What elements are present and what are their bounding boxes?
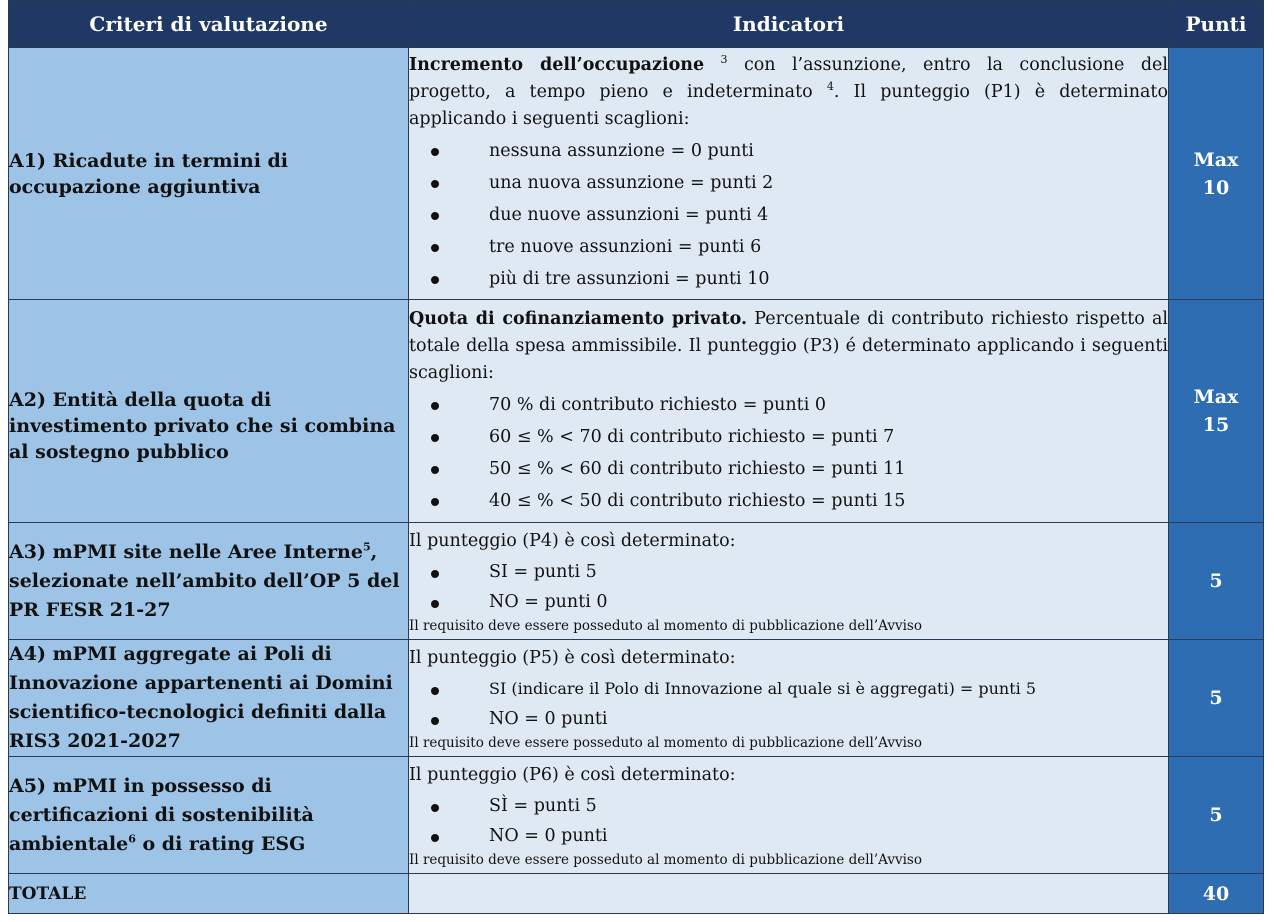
criterion-text: , selezionate nell’ambito dell’OP 5 del PR FESR 21-27 bbox=[9, 540, 400, 621]
table-row bbox=[9, 757, 1264, 874]
indicator-text: Percentuale di contributo richiesto rispetto al totale della spesa ammissibile. Il punteggio (P3) é determinato applicando i seguenti scaglioni: bbox=[409, 308, 1168, 383]
criterion-cell: A2) Entità della quota di investimento privato che si combina al sostegno pubblico bbox=[9, 300, 409, 523]
points-value: Max 10 bbox=[1193, 148, 1239, 199]
indicator-cell bbox=[409, 640, 1169, 757]
indicator-cell bbox=[409, 300, 1169, 523]
scale-list bbox=[409, 674, 1168, 734]
scale-list bbox=[409, 557, 1168, 617]
indicator-lead: Il punteggio (P4) è così determinato: bbox=[409, 530, 736, 551]
list-item: SÌ = punti 5 bbox=[409, 791, 1168, 821]
table-row bbox=[9, 300, 1264, 523]
indicator-text: con l’assunzione, entro la conclusione del progetto, a tempo pieno e indeterminato bbox=[409, 55, 1168, 102]
indicator-cell bbox=[409, 48, 1169, 300]
points-cell: 5 bbox=[1169, 523, 1264, 640]
requirement-note: Il requisito deve essere posseduto al momento di pubblicazione dell’Avviso bbox=[409, 734, 922, 751]
list-item: SI = punti 5 bbox=[409, 557, 1168, 587]
criterion-text: A5) mPMI in possesso di certificazioni di sostenibilità ambientale bbox=[9, 774, 314, 855]
points-value: Max 15 bbox=[1193, 386, 1239, 436]
list-item: una nuova assunzione = punti 2 bbox=[409, 167, 1168, 199]
footnote-ref: 5 bbox=[362, 540, 371, 554]
table-row bbox=[9, 523, 1264, 640]
table-row bbox=[9, 640, 1264, 757]
evaluation-criteria-table bbox=[8, 0, 1264, 914]
indicator-title: Incremento dell’occupazione bbox=[409, 55, 705, 75]
total-points: 40 bbox=[1169, 874, 1264, 914]
criterion-cell: A1) Ricadute in termini di occupazione aggiuntiva bbox=[9, 48, 409, 300]
list-item: nessuna assunzione = 0 punti bbox=[409, 135, 1168, 167]
points-cell bbox=[1169, 300, 1264, 523]
total-row bbox=[9, 874, 1264, 914]
criterion-text: A3) mPMI site nelle Aree Interne bbox=[9, 540, 363, 563]
list-item: 60 ≤ % < 70 di contributo richiesto = punti 7 bbox=[409, 421, 1168, 453]
requirement-note: Il requisito deve essere posseduto al momento di pubblicazione dell’Avviso bbox=[409, 851, 922, 868]
criterion-cell bbox=[9, 757, 409, 874]
indicator-lead bbox=[409, 306, 1168, 387]
list-item: NO = punti 0 bbox=[409, 587, 1168, 617]
scale-list bbox=[409, 389, 1168, 517]
scale-list bbox=[409, 791, 1168, 851]
list-item: 70 % di contributo richiesto = punti 0 bbox=[409, 389, 1168, 421]
header-points: Punti bbox=[1169, 1, 1264, 48]
scale-list bbox=[409, 135, 1168, 295]
indicator-cell bbox=[409, 523, 1169, 640]
criterion-text: o di rating ESG bbox=[135, 832, 306, 855]
header-indicators: Indicatori bbox=[409, 1, 1169, 48]
points-cell bbox=[1169, 48, 1264, 300]
total-label: TOTALE bbox=[9, 874, 409, 914]
requirement-note: Il requisito deve essere posseduto al momento di pubblicazione dell’Avviso bbox=[409, 617, 922, 634]
footnote-ref: 4 bbox=[826, 80, 834, 94]
indicator-cell bbox=[409, 757, 1169, 874]
footnote-ref: 6 bbox=[128, 832, 136, 846]
list-item: due nuove assunzioni = punti 4 bbox=[409, 199, 1168, 231]
points-cell: 5 bbox=[1169, 640, 1264, 757]
header-criteria: Criteri di valutazione bbox=[9, 1, 409, 48]
list-item: tre nuove assunzioni = punti 6 bbox=[409, 231, 1168, 263]
total-empty-cell bbox=[409, 874, 1169, 914]
criterion-cell bbox=[9, 523, 409, 640]
list-item: 40 ≤ % < 50 di contributo richiesto = punti 15 bbox=[409, 485, 1168, 517]
criterion-cell: A4) mPMI aggregate ai Poli di Innovazione appartenenti ai Domini scientifico-tecnologici definiti dalla RIS3 2021-2027 bbox=[9, 640, 409, 757]
indicator-lead bbox=[409, 52, 1168, 133]
indicator-title: Quota di cofinanziamento privato. bbox=[409, 308, 748, 329]
list-item: più di tre assunzioni = punti 10 bbox=[409, 263, 1168, 295]
points-cell: 5 bbox=[1169, 757, 1264, 874]
table-row bbox=[9, 48, 1264, 300]
list-item: NO = 0 punti bbox=[409, 704, 1168, 734]
footnote-ref: 3 bbox=[720, 53, 728, 67]
indicator-lead: Il punteggio (P5) è così determinato: bbox=[409, 647, 736, 668]
header-row bbox=[9, 1, 1264, 48]
indicator-lead: Il punteggio (P6) è così determinato: bbox=[409, 764, 736, 785]
list-item: SI (indicare il Polo di Innovazione al quale si è aggregati) = punti 5 bbox=[409, 674, 1168, 704]
list-item: 50 ≤ % < 60 di contributo richiesto = punti 11 bbox=[409, 453, 1168, 485]
indicator-text: . Il punteggio (P1) è determinato applicando i seguenti scaglioni: bbox=[409, 82, 1168, 129]
list-item: NO = 0 punti bbox=[409, 821, 1168, 851]
